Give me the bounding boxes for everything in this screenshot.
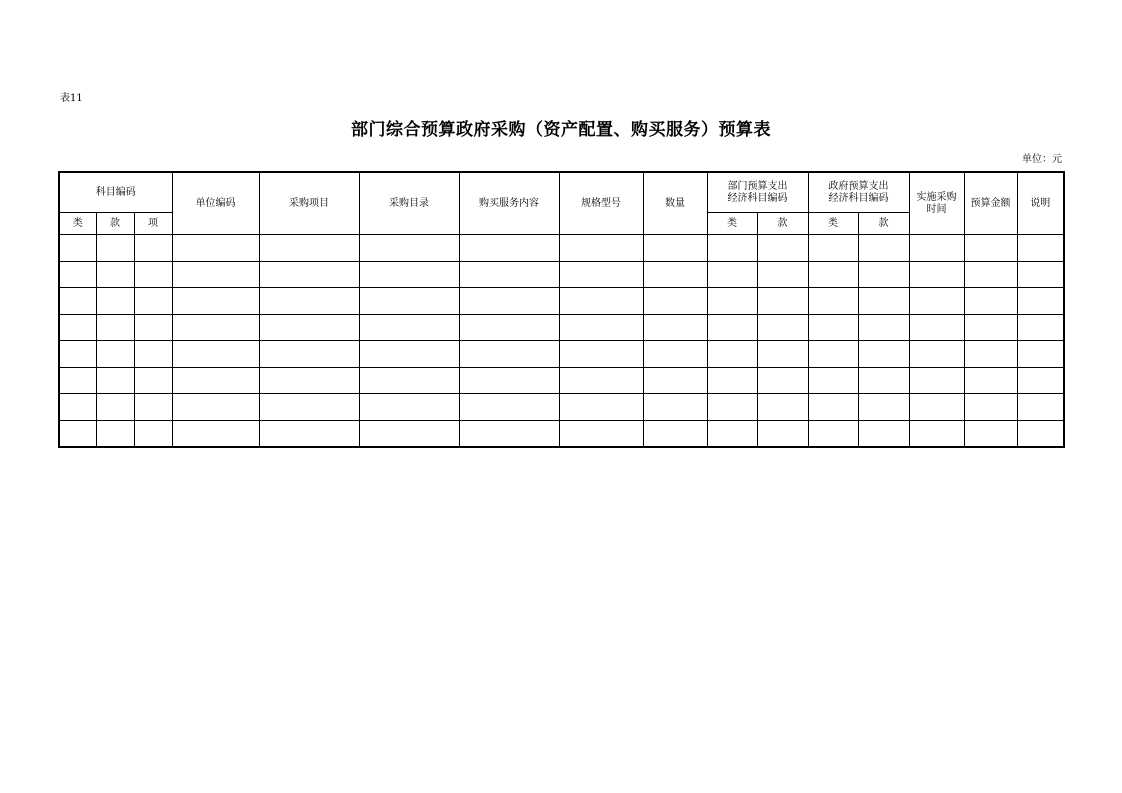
table-cell — [909, 367, 964, 394]
table-cell — [59, 314, 96, 341]
table-cell — [757, 261, 808, 288]
table-cell — [858, 235, 909, 262]
remarks-header: 说明 — [1017, 172, 1064, 235]
table-cell — [1017, 367, 1064, 394]
table-cell — [559, 288, 643, 315]
table-cell — [172, 367, 259, 394]
table-cell — [643, 420, 707, 447]
table-cell — [359, 420, 459, 447]
table-row — [59, 261, 1064, 288]
table-cell — [172, 235, 259, 262]
table-cell — [858, 314, 909, 341]
table-cell — [858, 261, 909, 288]
gov-econ-code-line1: 政府预算支出 — [828, 180, 889, 192]
table-cell — [96, 235, 134, 262]
dept-econ-code-line2: 经济科目编码 — [727, 192, 788, 204]
table-cell — [1017, 288, 1064, 315]
table-cell — [964, 235, 1017, 262]
implement-time-header — [909, 172, 964, 235]
table-cell — [909, 420, 964, 447]
table-row — [59, 394, 1064, 421]
table-cell — [964, 394, 1017, 421]
service-content-header: 购买服务内容 — [459, 172, 559, 235]
unit-label: 单位：元 — [1022, 154, 1062, 165]
unit-code-header: 单位编码 — [172, 172, 259, 235]
table-cell — [59, 235, 96, 262]
table-row — [59, 367, 1064, 394]
table-cell — [858, 341, 909, 368]
table-cell — [964, 288, 1017, 315]
table-cell — [707, 235, 757, 262]
table-cell — [459, 367, 559, 394]
table-cell — [134, 261, 172, 288]
table-cell — [259, 235, 359, 262]
table-cell — [459, 341, 559, 368]
table-cell — [559, 235, 643, 262]
table-cell — [59, 420, 96, 447]
table-cell — [808, 261, 858, 288]
table-cell — [59, 394, 96, 421]
table-cell — [259, 394, 359, 421]
table-cell — [964, 367, 1017, 394]
subject-lei-header: 类 — [59, 213, 96, 235]
table-cell — [707, 420, 757, 447]
table-cell — [459, 235, 559, 262]
table-cell — [559, 367, 643, 394]
table-cell — [707, 261, 757, 288]
table-cell — [96, 367, 134, 394]
gov-econ-code-header — [808, 172, 909, 213]
table-cell — [1017, 420, 1064, 447]
table-cell — [134, 420, 172, 447]
table-cell — [172, 314, 259, 341]
table-cell — [643, 367, 707, 394]
table-cell — [172, 341, 259, 368]
table-cell — [643, 314, 707, 341]
table-cell — [134, 394, 172, 421]
table-cell — [808, 235, 858, 262]
budget-amount-header: 预算金额 — [964, 172, 1017, 235]
table-cell — [59, 288, 96, 315]
table-cell — [459, 261, 559, 288]
table-cell — [96, 314, 134, 341]
table-cell — [757, 288, 808, 315]
table-cell — [643, 394, 707, 421]
table-cell — [643, 288, 707, 315]
table-row — [59, 288, 1064, 315]
table-cell — [808, 314, 858, 341]
table-cell — [59, 367, 96, 394]
table-cell — [559, 314, 643, 341]
table-cell — [909, 314, 964, 341]
table-cell — [459, 314, 559, 341]
table-cell — [559, 341, 643, 368]
table-cell — [1017, 261, 1064, 288]
subject-xiang-header: 项 — [134, 213, 172, 235]
procurement-item-header: 采购项目 — [259, 172, 359, 235]
table-cell — [96, 288, 134, 315]
dept-econ-kuan-header: 款 — [757, 213, 808, 235]
table-cell — [909, 288, 964, 315]
table-cell — [96, 394, 134, 421]
subject-code-header: 科目编码 — [59, 172, 172, 213]
table-cell — [259, 367, 359, 394]
table-cell — [359, 367, 459, 394]
table-cell — [757, 420, 808, 447]
table-cell — [359, 288, 459, 315]
table-row — [59, 420, 1064, 447]
table-cell — [964, 341, 1017, 368]
table-cell — [1017, 341, 1064, 368]
spec-model-header: 规格型号 — [559, 172, 643, 235]
table-cell — [858, 394, 909, 421]
table-cell — [359, 314, 459, 341]
table-cell — [259, 341, 359, 368]
table-cell — [96, 420, 134, 447]
table-cell — [964, 261, 1017, 288]
table-cell — [134, 235, 172, 262]
table-cell — [359, 341, 459, 368]
subject-kuan-header: 款 — [96, 213, 134, 235]
table-cell — [172, 261, 259, 288]
table-cell — [643, 235, 707, 262]
procurement-budget-table — [58, 171, 1065, 448]
table-cell — [259, 288, 359, 315]
table-cell — [134, 288, 172, 315]
table-cell — [172, 288, 259, 315]
gov-econ-kuan-header: 款 — [858, 213, 909, 235]
dept-econ-lei-header: 类 — [707, 213, 757, 235]
table-cell — [643, 341, 707, 368]
table-cell — [909, 235, 964, 262]
table-cell — [707, 341, 757, 368]
table-cell — [643, 261, 707, 288]
table-cell — [559, 261, 643, 288]
table-cell — [707, 288, 757, 315]
table-cell — [96, 261, 134, 288]
table-cell — [559, 394, 643, 421]
table-cell — [757, 341, 808, 368]
table-cell — [808, 341, 858, 368]
table-cell — [134, 367, 172, 394]
implement-time-line2: 时间 — [926, 203, 947, 215]
table-cell — [359, 394, 459, 421]
table-cell — [757, 394, 808, 421]
table-number: 表11 — [60, 93, 83, 104]
table-body — [59, 235, 1064, 448]
table-cell — [1017, 314, 1064, 341]
implement-time-line1: 实施采购 — [916, 191, 957, 203]
table-cell — [359, 261, 459, 288]
quantity-header: 数量 — [643, 172, 707, 235]
table-cell — [858, 420, 909, 447]
table-cell — [59, 341, 96, 368]
table-cell — [858, 288, 909, 315]
gov-econ-lei-header: 类 — [808, 213, 858, 235]
table-row — [59, 314, 1064, 341]
table-row — [59, 341, 1064, 368]
table-cell — [707, 394, 757, 421]
table-cell — [707, 314, 757, 341]
table-cell — [259, 314, 359, 341]
table-cell — [172, 420, 259, 447]
table-cell — [858, 367, 909, 394]
table-cell — [459, 394, 559, 421]
table-cell — [1017, 394, 1064, 421]
table-cell — [259, 420, 359, 447]
dept-econ-code-header — [707, 172, 808, 213]
table-cell — [964, 420, 1017, 447]
gov-econ-code-line2: 经济科目编码 — [828, 192, 889, 204]
table-cell — [808, 394, 858, 421]
table-cell — [259, 261, 359, 288]
table-cell — [757, 367, 808, 394]
table-cell — [808, 420, 858, 447]
table-cell — [909, 394, 964, 421]
table-cell — [757, 314, 808, 341]
table-cell — [707, 367, 757, 394]
table-cell — [134, 314, 172, 341]
procurement-catalog-header: 采购目录 — [359, 172, 459, 235]
table-cell — [459, 420, 559, 447]
table-cell — [808, 367, 858, 394]
table-cell — [172, 394, 259, 421]
table-cell — [96, 341, 134, 368]
table-cell — [909, 341, 964, 368]
table-cell — [909, 261, 964, 288]
table-cell — [808, 288, 858, 315]
table-cell — [59, 261, 96, 288]
table-cell — [359, 235, 459, 262]
dept-econ-code-line1: 部门预算支出 — [727, 180, 788, 192]
table-row — [59, 235, 1064, 262]
table-cell — [757, 235, 808, 262]
table-cell — [1017, 235, 1064, 262]
table-cell — [459, 288, 559, 315]
table-cell — [134, 341, 172, 368]
table-cell — [964, 314, 1017, 341]
table-cell — [559, 420, 643, 447]
page-title: 部门综合预算政府采购（资产配置、购买服务）预算表 — [351, 120, 771, 140]
